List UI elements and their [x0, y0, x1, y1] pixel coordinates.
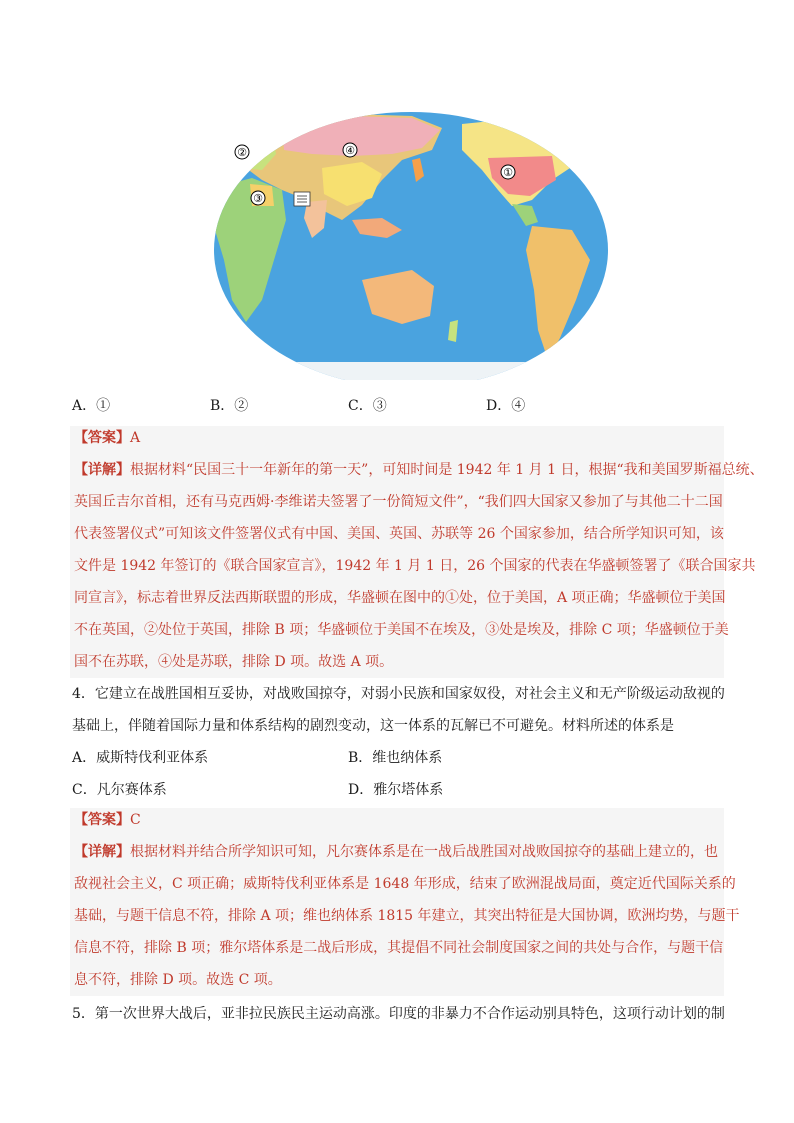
q5-stem-line-1: 5．第一次世界大战后，亚非拉民族民主运动高涨。印度的非暴力不合作运动别具特色，这项行动计划的制 — [72, 1006, 725, 1022]
marker-3 — [251, 191, 265, 205]
q3-option-c: C．③ — [348, 398, 387, 414]
marker-1 — [501, 165, 515, 179]
q4-stem-line-1: 4．它建立在战胜国相互妥协，对战败国掠夺，对弱小民族和国家奴役，对社会主义和无产阶级运动敌视的 — [72, 686, 725, 702]
q4-detail-tag: 【详解】 — [74, 844, 130, 860]
marker-4 — [343, 143, 357, 157]
q4-detail-line-3: 基础，与题干信息不符，排除 A 项；维也纳体系 1815 年建立，其突出特征是大国协调，欧洲均势，与题干 — [74, 908, 740, 924]
svg-text:①: ① — [503, 166, 513, 179]
q4-detail-line-2: 敌视社会主义，C 项正确；威斯特伐利亚体系是 1648 年形成，结束了欧洲混战局面，奠定近代国际关系的 — [74, 876, 736, 892]
q4-answer-tag: 【答案】 — [74, 812, 130, 828]
q3-detail-line-4: 文件是 1942 年签订的《联合国家宣言》，1942 年 1 月 1 日，26 个国家的代表在华盛顿签署了《联合国家共 — [74, 558, 756, 574]
antarctica — [212, 362, 610, 380]
q4-stem-line-2: 基础上，伴随着国际力量和体系结构的剧烈变动，这一体系的瓦解已不可避免。材料所述的体系是 — [72, 718, 674, 734]
marker-2 — [235, 145, 249, 159]
q3-option-a: A．① — [72, 398, 111, 414]
q4-option-b: B．维也纳体系 — [348, 750, 443, 766]
q3-detail-line-2: 英国丘吉尔首相，还有马克西姆·李维诺夫签署了一份简短文件”，“我们四大国家又参加了与其他二十二国 — [74, 494, 723, 510]
q4-option-c: C．凡尔赛体系 — [72, 782, 167, 798]
q4-detail-line-4: 信息不符，排除 B 项；雅尔塔体系是二战后形成，其提倡不同社会制度国家之间的共处与合作，与题干信 — [74, 940, 724, 956]
q4-answer-value: C — [130, 812, 141, 828]
q3-options — [72, 396, 732, 416]
q3-detail-line-6: 不在英国，②处位于英国，排除 B 项；华盛顿位于美国不在埃及，③处是埃及，排除 C 项；华盛顿位于美 — [74, 622, 729, 638]
q4-detail-line-1 — [74, 842, 718, 862]
q3-answer-line — [74, 428, 140, 448]
q3-detail-line-7: 国不在苏联，④处是苏联，排除 D 项。故选 A 项。 — [74, 654, 394, 670]
q4-detail-line-5: 息不符，排除 D 项。故选 C 项。 — [74, 972, 282, 988]
q3-detail-text-1: 根据材料“民国三十一年新年的第一天”，可知时间是 1942 年 1 月 1 日，根据“我和美国罗斯福总统、 — [130, 462, 764, 478]
q3-option-b: B．② — [210, 398, 249, 414]
q4-option-d: D．雅尔塔体系 — [348, 782, 444, 798]
q4-detail-text-1: 根据材料并结合所学知识可知，凡尔赛体系是在一战后战胜国对战败国掠夺的基础上建立的，也 — [130, 844, 718, 860]
q3-detail-tag: 【详解】 — [74, 462, 130, 478]
q3-detail-line-3: 代表签署仪式”可知该文件签署仪式有中国、美国、英国、苏联等 26 个国家参加，结合所学知识可知，该 — [74, 526, 724, 542]
q4-option-a: A．威斯特伐利亚体系 — [72, 750, 209, 766]
q3-detail-line-5: 同宣言》，标志着世界反法西斯联盟的形成，华盛顿在图中的①处，位于美国，A 项正确；华盛顿位于美国 — [74, 590, 726, 606]
q4-answer-line — [74, 810, 141, 830]
q3-answer-value: A — [130, 430, 141, 446]
q3-detail-line-1 — [74, 460, 764, 480]
q3-option-d: D．④ — [486, 398, 526, 414]
svg-text:③: ③ — [253, 192, 263, 205]
svg-text:②: ② — [237, 146, 247, 159]
svg-text:④: ④ — [345, 144, 355, 157]
world-map — [212, 110, 610, 380]
q4-options-row-1 — [72, 748, 732, 768]
world-map-graphic — [212, 110, 610, 380]
q3-answer-block — [70, 426, 764, 678]
q4-options-row-2 — [72, 780, 732, 800]
q4-answer-block — [70, 808, 740, 996]
q3-answer-tag: 【答案】 — [74, 430, 130, 446]
map-label-icon — [294, 192, 310, 206]
